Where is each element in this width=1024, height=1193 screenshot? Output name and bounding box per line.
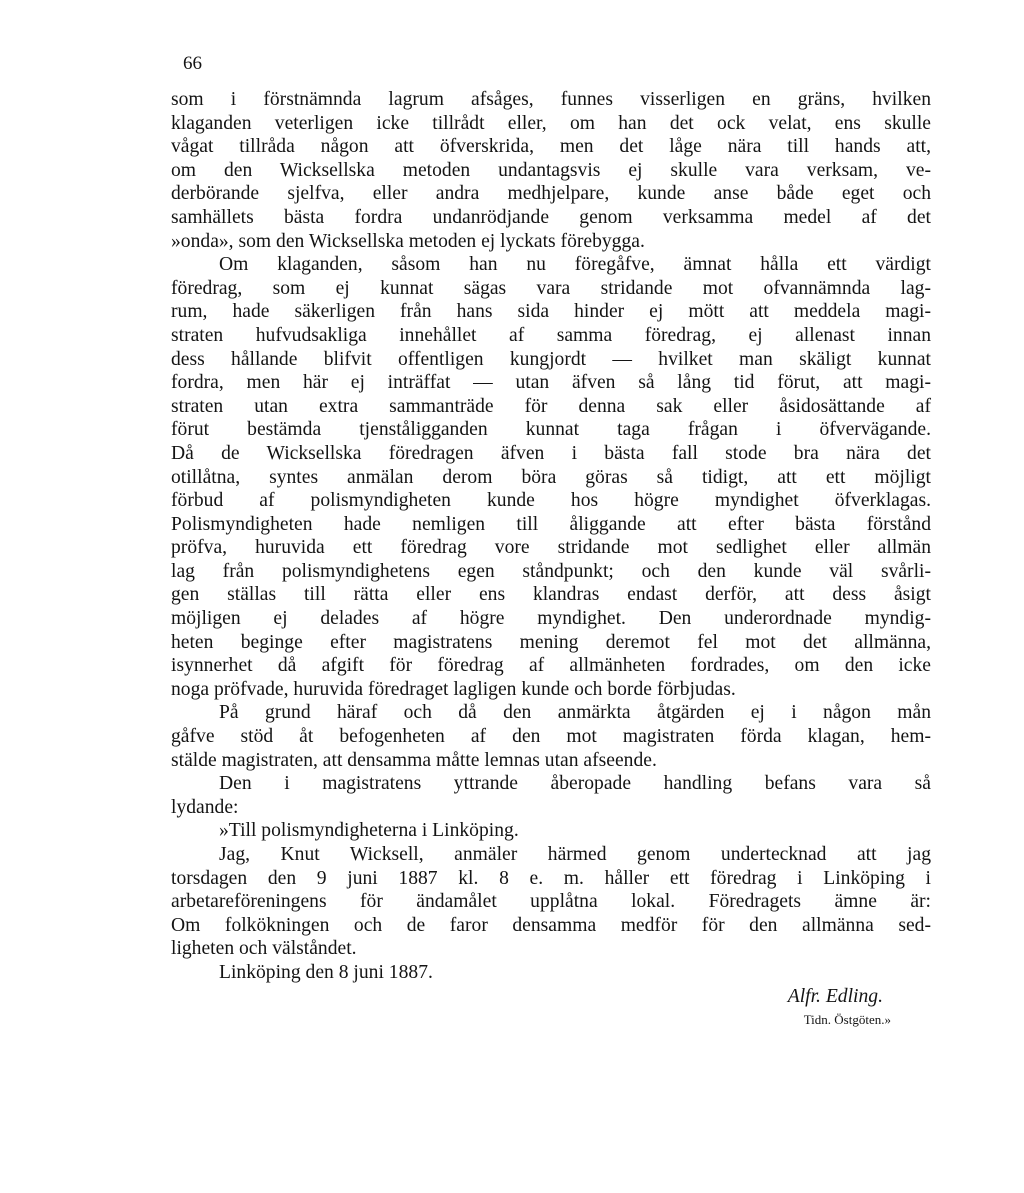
text-line: möjligen ej delades af högre myndighet. Den underordnade myndig- [171, 608, 931, 630]
text-line: arbetareföreningens för ändamålet upplåtna lokal. Föredragets ämne är: [171, 891, 931, 913]
text-line: vågat tillråda någon att öfverskrida, men det låge nära till hands att, [171, 136, 931, 158]
text-line: stälde magistraten, att densamma måtte lemnas utan afseende. [171, 749, 657, 771]
text-line: om den Wicksellska metoden undantagsvis ej skulle vara verksam, ve- [171, 159, 931, 181]
text-line: derbörande sjelfva, eller andra medhjelpare, kunde anse både eget och [171, 183, 931, 205]
text-line: fordra, men här ej inträffat — utan äfven så lång tid förut, att magi- [171, 372, 931, 394]
text-line: förbud af polismyndigheten kunde hos högre myndighet öfverklagas. [171, 490, 931, 512]
body-text [171, 88, 931, 1032]
text-line: lydande: [171, 796, 239, 818]
page-number: 66 [183, 53, 202, 74]
text-line: straten utan extra sammanträde för denna sak eller åsidosättande af [171, 395, 931, 417]
text-line: Då de Wicksellska föredragen äfven i bästa fall stode bra nära det [171, 442, 931, 464]
text-line: isynnerhet då afgift för föredrag af allmänheten fordrades, om den icke [171, 655, 931, 677]
text-line: Den i magistratens yttrande åberopade handling befans vara så [219, 773, 931, 795]
text-line: straten hufvudsakliga innehållet af samma föredrag, ej allenast innan [171, 324, 931, 346]
text-line: heten beginge efter magistratens mening deremot fel mot det allmänna, [171, 631, 931, 653]
text-line: föredrag, som ej kunnat sägas vara stridande mot ofvannämnda lag- [171, 277, 931, 299]
text-line: gåfve stöd åt befogenheten af den mot magistraten förda klagan, hem- [171, 726, 931, 748]
text-line: »onda», som den Wicksellska metoden ej lyckats förebygga. [171, 230, 645, 252]
text-line: klaganden veterligen icke tillrådt eller, om han det ock velat, ens skulle [171, 112, 931, 134]
text-line: »Till polismyndigheterna i Linköping. [219, 820, 519, 842]
text-line: torsdagen den 9 juni 1887 kl. 8 e. m. håller ett föredrag i Linköping i [171, 867, 931, 889]
text-line: Om folkökningen och de faror densamma medför för den allmänna sed- [171, 914, 931, 936]
text-line: gen ställas till rätta eller ens klandras endast derför, att dess åsigt [171, 584, 931, 606]
text-line: Polismyndigheten hade nemligen till åliggande att efter bästa förstånd [171, 513, 931, 535]
text-line: Linköping den 8 juni 1887. [219, 961, 433, 983]
text-line: samhällets bästa fordra undanrödjande genom verksamma medel af det [171, 206, 931, 228]
text-line: noga pröfvade, huruvida föredraget lagligen kunde och borde förbjudas. [171, 678, 736, 700]
text-line: rum, hade säkerligen från hans sida hinder ej mött att meddela magi- [171, 301, 931, 323]
text-line: ligheten och välståndet. [171, 938, 357, 960]
signature: Alfr. Edling. [787, 985, 883, 1007]
text-line: lag från polismyndighetens egen ståndpunkt; och den kunde väl svårli- [171, 560, 931, 582]
text-line: som i förstnämnda lagrum afsåges, funnes visserligen en gräns, hvilken [171, 89, 931, 110]
text-line: otillåtna, syntes anmälan derom böra göras så tidigt, att ett möjligt [171, 466, 931, 488]
text-line: pröfva, huruvida ett föredrag vore stridande mot sedlighet eller allmän [171, 537, 931, 559]
text-line: Om klaganden, såsom han nu föregåfve, ämnat hålla ett värdigt [219, 254, 931, 276]
text-line: förut bestämda tjenståligganden kunnat taga frågan i öfvervägande. [171, 419, 931, 441]
source-citation: Tidn. Östgöten.» [803, 1012, 891, 1028]
text-line: På grund häraf och då den anmärkta åtgärden ej i någon mån [219, 702, 931, 724]
text-line: Jag, Knut Wicksell, anmäler härmed genom undertecknad att jag [219, 844, 931, 865]
text-line: dess hållande blifvit offentligen kungjordt — hvilket man skäligt kunnat [171, 348, 931, 370]
